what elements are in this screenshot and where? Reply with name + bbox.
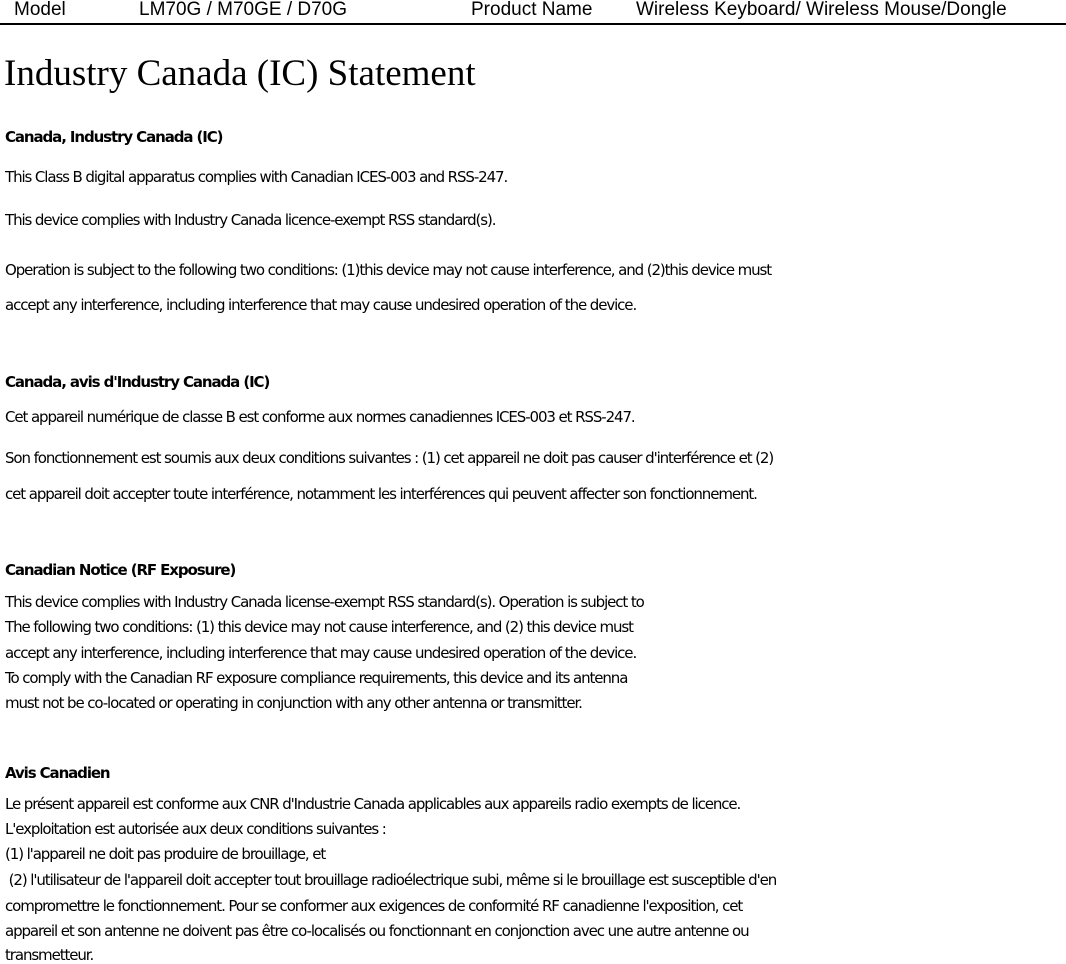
paragraph-line: Son fonctionnement est soumis aux deux conditions suivantes : (1) cet appareil ne doit pas causer d'interférence et (2): [5, 449, 774, 467]
paragraph-line: (2) l'utilisateur de l'appareil doit accepter tout brouillage radioélectrique subi, même si le brouillage est susceptible d'en: [5, 871, 777, 889]
section-heading-ic: Canada, Industry Canada (IC): [5, 128, 223, 146]
paragraph-line: Cet appareil numérique de classe B est conforme aux normes canadiennes ICES-003 et RSS-247.: [5, 408, 635, 426]
paragraph-line: must not be co-located or operating in conjunction with any other antenna or transmitter.: [5, 694, 582, 712]
paragraph-line: L'exploitation est autorisée aux deux conditions suivantes :: [5, 820, 386, 838]
section-heading-avis-ic: Canada, avis d'Industry Canada (IC): [5, 373, 270, 391]
section-heading-avis-canadien: Avis Canadien: [5, 764, 110, 782]
model-value: LM70G / M70GE / D70G: [139, 0, 348, 20]
section-heading-rf-exposure: Canadian Notice (RF Exposure): [5, 561, 236, 579]
page-title: Industry Canada (IC) Statement: [4, 53, 476, 94]
paragraph-line: This device complies with Industry Canada licence-exempt RSS standard(s).: [5, 211, 496, 229]
paragraph-line: Operation is subject to the following two conditions: (1)this device may not cause interference, and (2)this device must: [5, 261, 772, 279]
product-value: Wireless Keyboard/ Wireless Mouse/Dongle: [636, 0, 1007, 20]
paragraph-line: compromettre le fonctionnement. Pour se conformer aux exigences de conformité RF canadienne l'exposition, cet: [5, 897, 743, 915]
paragraph-line: transmetteur.: [5, 946, 94, 964]
paragraph-line: This Class B digital apparatus complies with Canadian ICES-003 and RSS-247.: [5, 168, 508, 186]
paragraph-line: Le présent appareil est conforme aux CNR d'Industrie Canada applicables aux appareils radio exempts de licence.: [5, 795, 741, 813]
paragraph-line: The following two conditions: (1) this device may not cause interference, and (2) this device must: [5, 618, 633, 636]
paragraph-line: (1) l'appareil ne doit pas produire de brouillage, et: [5, 845, 326, 863]
paragraph-line: This device complies with Industry Canada license-exempt RSS standard(s). Operation is subject to: [5, 593, 644, 611]
paragraph-line: accept any interference, including interference that may cause undesired operation of the device.: [5, 296, 637, 314]
paragraph-line: To comply with the Canadian RF exposure compliance requirements, this device and its antenna: [5, 669, 628, 687]
paragraph-line: cet appareil doit accepter toute interférence, notamment les interférences qui peuvent affecter son fonctionnement.: [5, 485, 757, 503]
page-header: [0, 0, 1066, 25]
model-label: Model: [14, 0, 66, 20]
paragraph-line: accept any interference, including interference that may cause undesired operation of the device.: [5, 644, 637, 662]
paragraph-line: appareil et son antenne ne doivent pas être co-localisés ou fonctionnant en conjonction avec une autre antenne ou: [5, 922, 749, 940]
product-label: Product Name: [471, 0, 593, 20]
